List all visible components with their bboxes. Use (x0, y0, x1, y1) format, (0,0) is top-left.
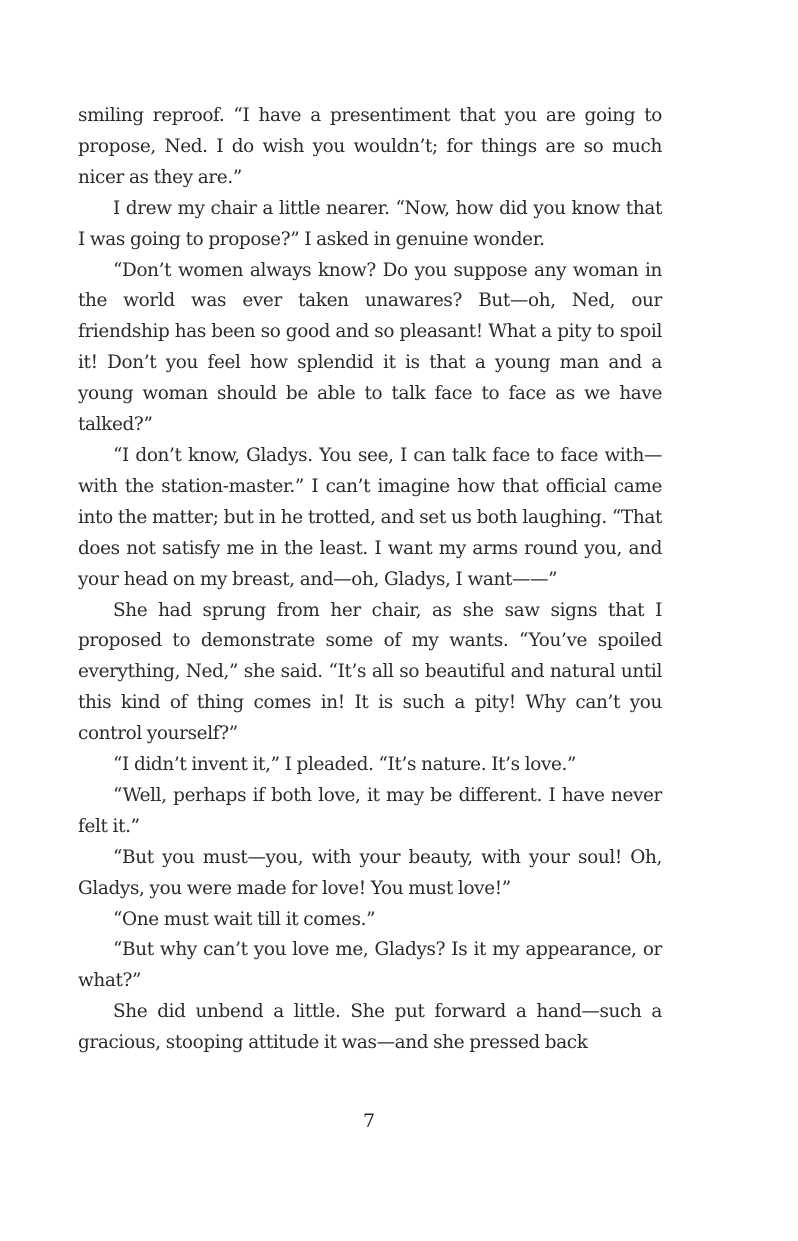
paragraph: “Don’t women always know? Do you suppose any woman in the world was ever taken unawares? But—oh, Ned, our friendship has been so good and so pleasant! What a pity to spoil it! Don’t you feel how splendid it is that a young man and a young woman should be able to talk face to face as we have talked?” (78, 259, 662, 436)
paragraph: smiling reproof. “I have a presentiment that you are going to propose, Ned. I do wish you wouldn’t; for things are so much nicer as they are.” (78, 105, 662, 188)
paragraph: She did unbend a little. She put forward a hand—such a gracious, stooping attitude it was—and she pressed back (78, 1001, 662, 1054)
page-body (78, 101, 662, 1059)
paragraph: “Well, perhaps if both love, it may be different. I have never felt it.” (78, 784, 662, 837)
paragraph: She had sprung from her chair, as she saw signs that I proposed to demonstrate some of my wants. “You’ve spoiled everything, Ned,” she said. “It’s all so beautiful and natural until this kind of thing comes in! It is such a pity! Why can’t you control yourself?” (78, 599, 662, 745)
paragraph: I drew my chair a little nearer. “Now, how did you know that I was going to propose?” I asked in genuine wonder. (78, 197, 662, 250)
paragraph: “But you must—you, with your beauty, with your soul! Oh, Gladys, you were made for love! You must love!” (78, 846, 662, 899)
paragraph: “But why can’t you love me, Gladys? Is it my appearance, or what?” (78, 939, 662, 992)
paragraph: “I didn’t invent it,” I pleaded. “It’s nature. It’s love.” (113, 754, 577, 776)
paragraph: “One must wait till it comes.” (113, 908, 376, 930)
paragraph: “I don’t know, Gladys. You see, I can talk face to face with—with the station-master.” I can’t imagine how that official came into the matter; but in he trotted, and set us both laughing. “That does not satisfy me in the least. I want my arms round you, and your head on my breast, and—oh, Gladys, I want——” (78, 444, 662, 590)
page-number: 7 (362, 1110, 376, 1132)
